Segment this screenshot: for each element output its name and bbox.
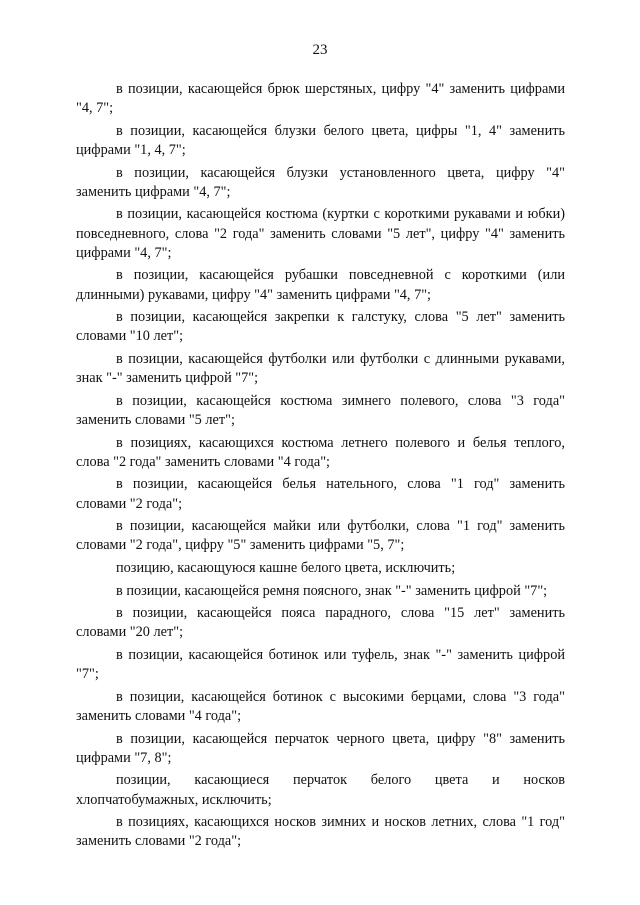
paragraph-8: в позиции, касающейся костюма зимнего полевого, слова "3 года" заменить словами "5 лет"; — [76, 392, 565, 428]
paragraph-1: в позиции, касающейся брюк шерстяных, цифру "4" заменить цифрами "4, 7"; — [76, 81, 565, 117]
paragraph-15: в позиции, касающейся ботинок или туфель, знак "-" заменить цифрой "7"; — [76, 646, 565, 683]
paragraph-3: в позиции, касающейся блузки установленного цвета, цифру "4" заменить цифрами "4, 7"; — [76, 164, 565, 200]
paragraph-17: в позиции, касающейся перчаток черного цвета, цифру "8" заменить цифрами "7, 8"; — [76, 730, 565, 766]
paragraph-10: в позиции, касающейся белья нательного, слова "1 год" заменить словами "2 года"; — [76, 476, 565, 512]
paragraph-14: в позиции, касающейся пояса парадного, слова "15 лет" заменить словами "20 лет"; — [76, 605, 565, 641]
paragraph-6: в позиции, касающейся закрепки к галстуку, слова "5 лет" заменить словами "10 лет"; — [76, 309, 565, 345]
paragraph-5: в позиции, касающейся рубашки повседневной с короткими (или длинными) рукавами, цифру "4" заменить цифрами "4, 7"; — [76, 267, 565, 303]
paragraph-19: в позициях, касающихся носков зимних и носков летних, слова "1 год" заменить словами "2 года"; — [76, 814, 565, 850]
paragraph-2: в позиции, касающейся блузки белого цвета, цифры "1, 4" заменить цифрами "1, 4, 7"; — [76, 122, 565, 158]
paragraph-11: в позиции, касающейся майки или футболки, слова "1 год" заменить словами "2 года", цифру "5" заменить цифрами "5, 7"; — [76, 518, 565, 554]
paragraph-12: позицию, касающуюся кашне белого цвета, исключить; — [116, 559, 456, 576]
paragraph-13: в позиции, касающейся ремня поясного, знак "-" заменить цифрой "7"; — [116, 582, 548, 599]
page-number: 23 — [312, 42, 328, 58]
paragraph-7: в позиции, касающейся футболки или футболки с длинными рукавами, знак "-" заменить цифрой "7"; — [76, 350, 565, 387]
paragraph-4: в позиции, касающейся костюма (куртки с короткими рукавами и юбки) повседневного, слова "2 года" заменить словами "5 лет", цифру "4" заменить цифрами "4, 7"; — [76, 206, 565, 261]
document-body — [76, 80, 565, 855]
paragraph-16: в позиции, касающейся ботинок с высокими берцами, слова "3 года" заменить словами "4 года"; — [76, 688, 565, 724]
paragraph-18: позиции, касающиеся перчаток белого цвета и носков хлопчатобумажных, исключить; — [76, 772, 565, 808]
paragraph-9: в позициях, касающихся костюма летнего полевого и белья теплого, слова "2 года" заменить словами "4 года"; — [76, 434, 565, 470]
